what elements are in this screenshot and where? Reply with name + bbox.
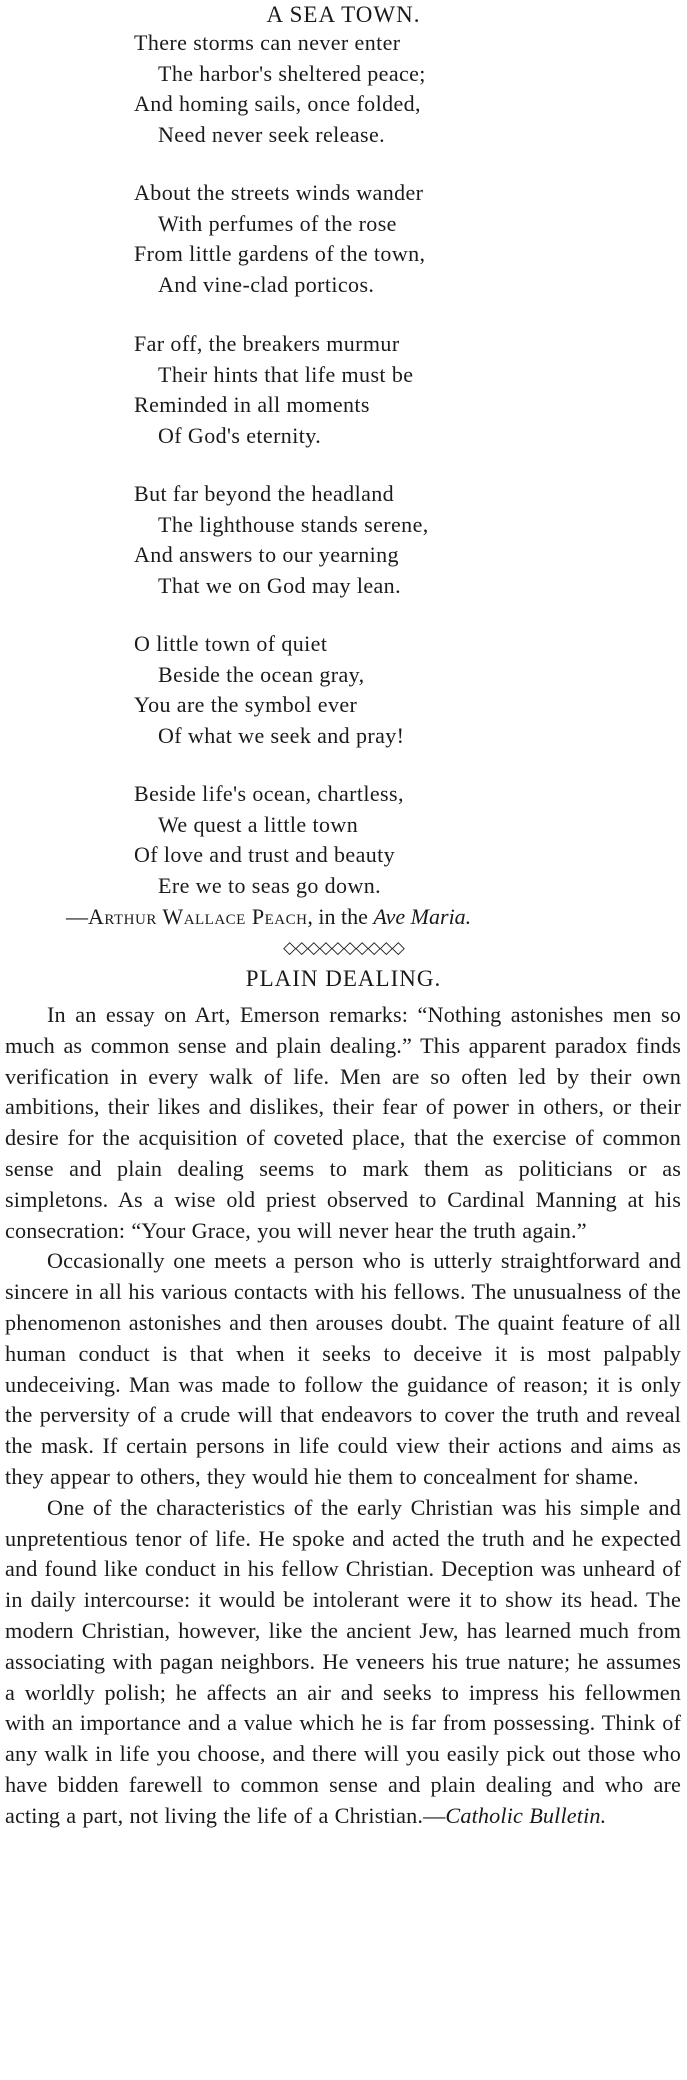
poem-line: That we on God may lean. xyxy=(158,572,401,598)
ornamental-divider: ◇◇◇◇◇◇◇◇◇◇ xyxy=(283,938,404,957)
stanza-5 xyxy=(0,629,404,751)
essay-paragraph-1: In an essay on Art, Emerson remarks: “Nothing astonishes men so much as common sense and plain dealing.” This apparent paradox finds verification in every walk of life. Men are so often led by their own ambitions, their likes and dislikes, their fear of power in others, or their desire for the acquisition of coveted place, that the exercise of common sense and plain dealing seems to mark them as politicians or as simpletons. As a wise old priest observed to Cardinal Manning at his consecration: “Your Grace, you will never hear the truth again.” xyxy=(5,1002,681,1243)
poem-line: The lighthouse stands serene, xyxy=(158,511,429,537)
poem-line: O little town of quiet xyxy=(134,631,328,656)
poem-line: Far off, the breakers murmur xyxy=(134,331,400,356)
poem-line: And vine-clad porticos. xyxy=(158,271,375,297)
poem-line: Their hints that life must be xyxy=(158,361,414,387)
poem-line: But far beyond the headland xyxy=(134,481,395,506)
poem-line: Ere we to seas go down. xyxy=(158,872,382,898)
poem-line: Beside life's ocean, chartless, xyxy=(134,781,404,806)
poem-line: With perfumes of the rose xyxy=(158,210,397,236)
poem-line: Of what we seek and pray! xyxy=(158,722,405,748)
poem-line: We quest a little town xyxy=(158,811,359,837)
poem-line: From little gardens of the town, xyxy=(134,241,426,266)
poem-line: And homing sails, once folded, xyxy=(134,91,421,116)
poem-line: There storms can never enter xyxy=(134,30,401,55)
essay-paragraph-3-text: One of the characteristics of the early Christian was his simple and unpretentious tenor of life. He spoke and acted the truth and he expected and found like conduct in his fellow Christian. Deception was unheard of in daily intercourse: it would be intolerant were it to show its head. The modern Christian, however, like the ancient Jew, has learned much from associating with pagan neighbors. He veneers his true nature; he assumes a worldly polish; he affects an air and seeks to impress his fellowmen with an importance and a value which he is far from possessing. Think of any walk in life you choose, and there will you easily pick out those who have bidden farewell to common sense and plain dealing and who are acting a part, not living the life of a Christian. xyxy=(5,1494,681,1828)
stanza-4 xyxy=(0,479,429,601)
poem-title: A SEA TOWN. xyxy=(266,2,421,27)
essay-title: PLAIN DEALING. xyxy=(245,966,442,991)
essay-source: Catholic Bulletin. xyxy=(445,1802,607,1828)
poem-line: Need never seek release. xyxy=(158,121,386,147)
poem-line: Reminded in all moments xyxy=(134,392,370,417)
stanza-1 xyxy=(0,28,426,150)
attribution-author: Arthur Wallace Peach xyxy=(88,904,308,929)
poem-line: About the streets winds wander xyxy=(134,180,424,205)
poem-line: Of love and trust and beauty xyxy=(134,842,396,867)
essay-paragraph-2: Occasionally one meets a person who is utterly straightforward and sincere in all his various contacts with his fellows. The unusualness of the phenomenon astonishes and then arouses doubt. The quaint feature of all human conduct is that when it seeks to deceive it is most palpably undeceiving. Man was made to follow the guidance of reason; it is only the perversity of a crude will that endeavors to cover the truth and reveal the mask. If certain persons in life could view their actions and aims as they appear to others, they would hie them to concealment for shame. xyxy=(5,1248,681,1489)
essay-body xyxy=(5,1000,681,1832)
poem-line: You are the symbol ever xyxy=(134,692,358,717)
poem-line: Beside the ocean gray, xyxy=(158,661,365,687)
attribution-source: Ave Maria. xyxy=(373,904,472,929)
stanza-3 xyxy=(0,329,413,451)
attribution-dash: — xyxy=(66,904,88,929)
attribution-connector: , in the xyxy=(307,904,374,929)
poem-line: The harbor's sheltered peace; xyxy=(158,60,426,86)
essay-source-dash: — xyxy=(423,1802,446,1828)
essay-paragraph-3 xyxy=(5,1493,681,1832)
poem-attribution xyxy=(66,902,471,932)
poem-line: Of God's eternity. xyxy=(158,422,322,448)
stanza-2 xyxy=(0,178,425,300)
stanza-6 xyxy=(0,779,404,901)
poem-line: And answers to our yearning xyxy=(134,542,399,567)
